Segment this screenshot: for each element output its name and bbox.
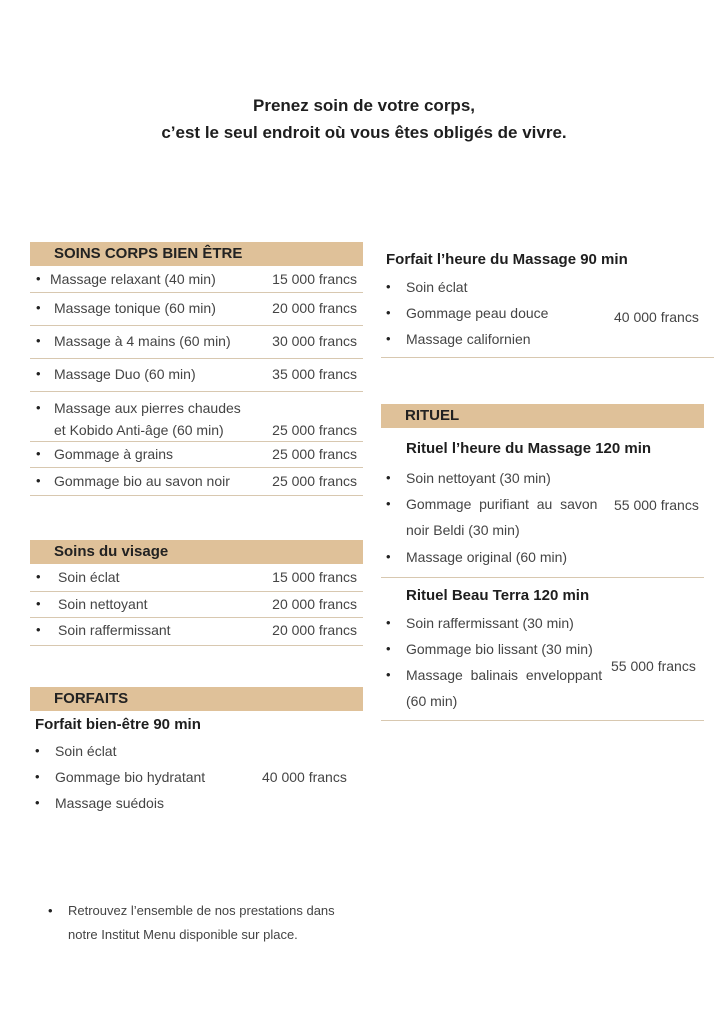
- rituel-1-item-label: Soin nettoyant (30 min): [406, 470, 551, 486]
- service-price: 25 000 francs: [272, 422, 357, 438]
- bullet: •: [36, 271, 41, 286]
- bullet: •: [386, 549, 391, 564]
- bullet: •: [36, 473, 41, 488]
- service-label: Massage tonique (60 min): [54, 300, 216, 316]
- bullet: •: [386, 305, 391, 320]
- service-label-cont: et Kobido Anti-âge (60 min): [54, 422, 224, 438]
- bullet: •: [36, 569, 41, 584]
- service-price: 30 000 francs: [272, 333, 357, 349]
- forfait-item-label: Gommage bio hydratant: [55, 769, 206, 785]
- bullet: •: [48, 903, 53, 918]
- bullet: •: [36, 400, 41, 415]
- bullet: •: [386, 331, 391, 346]
- rituel-2-title: Rituel Beau Terra 120 min: [406, 587, 590, 604]
- service-price: 15 000 francs: [272, 569, 357, 585]
- service-price: 25 000 francs: [272, 446, 357, 462]
- quote-line-1: Prenez soin de votre corps,: [252, 96, 475, 115]
- service-label: Massage Duo (60 min): [54, 366, 196, 382]
- rituel-1-item-label: Gommage purifiant au savon: [406, 496, 598, 512]
- soins-corps-row: [30, 442, 363, 468]
- service-label: Soin nettoyant: [58, 596, 148, 612]
- rituel-1-item-label: Massage original (60 min): [406, 549, 568, 565]
- soins-visage-header: Soins du visage: [30, 540, 363, 564]
- divider: [381, 720, 704, 721]
- soins-visage-row: [30, 564, 363, 592]
- bullet: •: [386, 470, 391, 485]
- soins-visage-row: [30, 618, 363, 646]
- service-label: Soin raffermissant: [58, 622, 171, 638]
- rituel-1-price: 55 000 francs: [614, 497, 699, 513]
- bullet: •: [36, 446, 41, 461]
- bullet: •: [386, 279, 391, 294]
- bullet: •: [36, 596, 41, 611]
- rituel-1-item-cont: noir Beldi (30 min): [406, 522, 520, 538]
- bullet: •: [36, 333, 41, 348]
- service-label: Massage relaxant (40 min): [50, 271, 216, 287]
- soins-corps-header: SOINS CORPS BIEN ÊTRE: [30, 242, 363, 266]
- service-price: 20 000 francs: [272, 596, 357, 612]
- service-price: 15 000 francs: [272, 271, 357, 287]
- service-label: Massage à 4 mains (60 min): [54, 333, 231, 349]
- rituel-1-title: Rituel l’heure du Massage 120 min: [406, 440, 652, 457]
- footer-line-1: Retrouvez l’ensemble de nos prestations dans: [68, 903, 335, 918]
- forfait-heure-item-label: Soin éclat: [406, 279, 468, 295]
- forfait-bien-etre-title: Forfait bien-être 90 min: [35, 716, 201, 733]
- bullet: •: [36, 622, 41, 637]
- bullet: •: [35, 743, 40, 758]
- service-price: 20 000 francs: [272, 622, 357, 638]
- footer-line-2: notre Institut Menu disponible sur place.: [68, 927, 298, 942]
- service-price: 20 000 francs: [272, 300, 357, 316]
- service-price: 25 000 francs: [272, 473, 357, 489]
- soins-corps-row: [30, 266, 363, 293]
- bullet: •: [35, 769, 40, 784]
- divider: [381, 357, 714, 358]
- divider: [381, 577, 704, 578]
- forfait-item-label: Massage suédois: [55, 795, 164, 811]
- service-label: Soin éclat: [58, 569, 120, 585]
- rituel-2-item-label: Soin raffermissant (30 min): [406, 615, 574, 631]
- rituel-header: RITUEL: [381, 404, 704, 428]
- service-price: 35 000 francs: [272, 366, 357, 382]
- service-label: Gommage à grains: [54, 446, 174, 462]
- bullet: •: [386, 641, 391, 656]
- bullet: •: [36, 366, 41, 381]
- rituel-2-item-label: Massage balinais enveloppant: [406, 667, 603, 683]
- bullet: •: [386, 615, 391, 630]
- bullet: •: [35, 795, 40, 810]
- soins-corps-row: [30, 293, 363, 326]
- forfaits-header: FORFAITS: [30, 687, 363, 711]
- quote-line-2: c’est le seul endroit où vous êtes obligés de vivre.: [161, 123, 567, 142]
- rituel-2-price: 55 000 francs: [611, 658, 696, 674]
- service-label: Gommage bio au savon noir: [54, 473, 230, 489]
- forfait-price: 40 000 francs: [262, 769, 347, 785]
- forfait-heure-title: Forfait l’heure du Massage 90 min: [386, 251, 628, 268]
- soins-visage-row: [30, 592, 363, 618]
- soins-corps-row: [30, 326, 363, 359]
- rituel-2-item-label: Gommage bio lissant (30 min): [406, 641, 593, 657]
- bullet: •: [386, 667, 391, 682]
- service-label: Massage aux pierres chaudes: [54, 400, 241, 416]
- bullet: •: [36, 300, 41, 315]
- soins-corps-row: [30, 359, 363, 392]
- forfait-item-label: Soin éclat: [55, 743, 117, 759]
- soins-corps-section: [30, 242, 363, 496]
- soins-corps-row: [30, 392, 363, 442]
- forfait-heure-item-label: Gommage peau douce: [406, 305, 549, 321]
- soins-visage-section: [30, 540, 363, 646]
- forfait-heure-item-label: Massage californien: [406, 331, 531, 347]
- bullet: •: [386, 496, 391, 511]
- forfaits-section: [30, 687, 363, 711]
- soins-corps-row: [30, 468, 363, 496]
- rituel-2-item-cont: (60 min): [406, 693, 458, 709]
- forfait-heure-price: 40 000 francs: [614, 309, 699, 325]
